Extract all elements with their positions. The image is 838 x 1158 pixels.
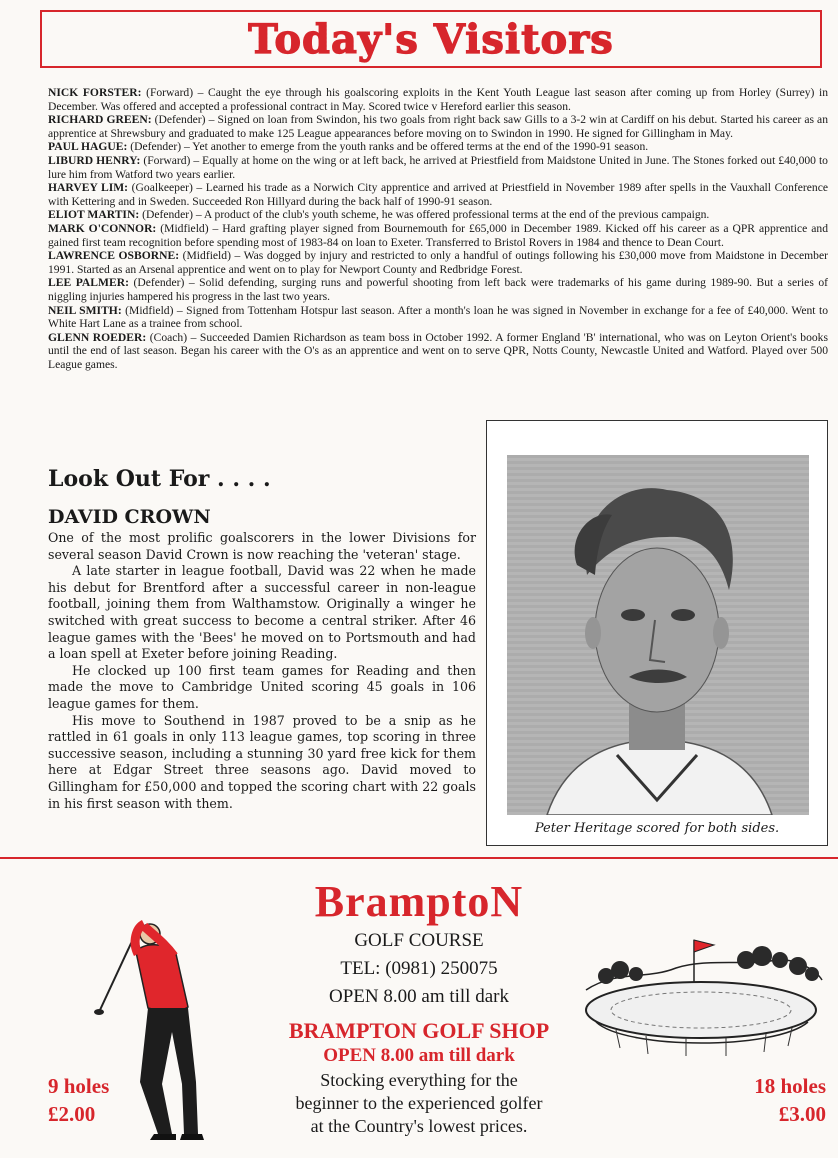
bio-name: MARK O'CONNOR:: [48, 221, 157, 235]
bio-name: RICHARD GREEN:: [48, 113, 152, 127]
section-divider: [0, 857, 838, 859]
bio-name: ELIOT MARTIN:: [48, 208, 140, 222]
article-paragraph: A late starter in league football, David was 22 when he made his debut for Brentford after a successful career in non-league football, joining them from Walthamstow. Originally a winger he switched with great success to become a central striker. After 46 league games with the 'Bees' he moved on to Portsmouth and had a loan spell at Exeter before joining Reading.: [48, 563, 476, 662]
bio-name: LEE PALMER:: [48, 276, 129, 290]
bio-name: NICK FORSTER:: [48, 86, 142, 99]
bio-text: (Defender) – A product of the club's youth scheme, he was offered professional terms at the end of the previous campaign.: [142, 208, 710, 222]
player-portrait-icon: [507, 455, 809, 815]
ad-brand-name: BramptoN: [314, 877, 524, 926]
bio-entry: [48, 208, 828, 222]
article-paragraph: His move to Southend in 1987 proved to be a snip as he rattled in 61 goals in only 113 league games, top scoring in three successive season, including a stunning 30 yard free kick for them here at Edgar Street three seasons ago. David moved to Gillingham for £50,000 and topped the scoring chart with 22 goals in his first season with them.: [48, 712, 476, 811]
bio-name: HARVEY LIM:: [48, 181, 129, 195]
article-paragraph: One of the most prolific goalscorers in the lower Divisions for several season David Crown is now reaching the 'veteran' stage.: [48, 530, 476, 562]
bio-name: LAWRENCE OSBORNE:: [48, 249, 180, 263]
photo-caption: Peter Heritage scored for both sides.: [534, 821, 780, 836]
visitor-bios: [48, 86, 828, 371]
page-title: Today's Visitors: [248, 15, 614, 63]
bio-text: (Forward) – Equally at home on the wing or at left back, he arrived at Priestfield from Maidstone United in June. The Stones forked out £40,000 to lure him from Watford two years earlier.: [48, 153, 828, 181]
ad-subtitle: GOLF COURSE: [354, 930, 484, 951]
price-label: 9 holes: [48, 1074, 110, 1098]
bio-name: LIBURD HENRY:: [48, 153, 141, 167]
ad-phone: TEL: (0981) 250075: [340, 958, 498, 979]
bio-text: (Forward) – Caught the eye through his goalscoring exploits in the Kent Youth League last season after coming up from Horley (Surrey) in December. Was offered and accepted a professional contract in May. Scored twice v Hereford earlier this season.: [48, 86, 828, 113]
ad-description-line: Stocking everything for the: [320, 1070, 518, 1090]
ad-description-line: beginner to the experienced golfer: [295, 1093, 543, 1113]
bio-text: (Defender) – Solid defending, surging runs and powerful shooting from left back were trademarks of his game during 1989-90. But a series of niggling injuries hampered his progress in the last two years.: [48, 276, 828, 303]
golfer-illustration-icon: [92, 912, 222, 1142]
price-label: 18 holes: [754, 1074, 826, 1098]
featured-player-article: [48, 530, 476, 812]
player-photo: [507, 455, 809, 815]
ad-shop-hours: OPEN 8.00 am till dark: [323, 1045, 515, 1066]
price-value: £3.00: [778, 1102, 826, 1126]
featured-player-name: DAVID CROWN: [48, 506, 211, 528]
bio-text: (Defender) – Yet another to emerge from the youth ranks and be offered terms at the end of the 1990-91 season.: [130, 140, 649, 154]
bio-entry: [48, 331, 828, 372]
bio-text: (Midfield) – Was dogged by injury and restricted to only a handful of outings following his £30,000 move from Maidstone in December 1991. Started as an Arsenal apprentice and went on to play for Newport County and Redbridge Forest.: [48, 249, 828, 276]
price-18-holes: [754, 1072, 826, 1128]
bio-text: (Midfield) – Hard grafting player signed from Bournemouth for £65,000 in December 1989. Kicked off his career as a QPR apprentice and gained first team recognition before spending most of 1983-84 on loan to Exeter. Transferred to Bristol Rovers in 1984 and thence to Dean Court.: [48, 221, 828, 249]
photo-frame: [486, 420, 828, 846]
bio-entry: [48, 222, 828, 249]
bio-text: (Coach) – Succeeded Damien Richardson as team boss in October 1992. A former England 'B' international, who was on Leyton Orient's books until the end of last season. Began his career with the O's as an apprentice and went on to serve QPR, Notts County, Newcastle United and Watford. Played over 500 League games.: [48, 330, 828, 371]
bio-name: NEIL SMITH:: [48, 303, 122, 317]
bio-entry: [48, 276, 828, 303]
bio-entry: [48, 249, 828, 276]
bio-entry: [48, 304, 828, 331]
price-value: £2.00: [48, 1102, 96, 1126]
bio-text: (Midfield) – Signed from Tottenham Hotspur last season. After a month's loan he was signed in November in exchange for a fee of £40,000. Went to White Hart Lane as a trainee from school.: [48, 303, 829, 331]
bio-text: (Defender) – Signed on loan from Swindon, his two goals from right back saw Gills to a 3-2 win at Cardiff on his debut. Started his career as an apprentice at Shrewsbury and graduated to make 125 League appearances before moving on to Swindon in 1990. He signed for Gillingham in May.: [48, 113, 829, 140]
golf-green-illustration-icon: [576, 930, 826, 1060]
bio-entry: [48, 113, 828, 140]
title-banner: [40, 10, 822, 68]
ad-shop-name: BRAMPTON GOLF SHOP: [288, 1018, 550, 1043]
bio-entry: [48, 181, 828, 208]
ad-hours: OPEN 8.00 am till dark: [329, 986, 509, 1007]
article-paragraph: He clocked up 100 first team games for Reading and then made the move to Cambridge United scoring 45 goals in 106 league games for them.: [48, 662, 476, 711]
bio-text: (Goalkeeper) – Learned his trade as a Norwich City apprentice and arrived at Priestfield in November 1989 after spells in the Vauxhall Conference with Kettering and in Sweden. Succeeded Ron Hillyard during the back half of 1990-91 season.: [48, 181, 829, 208]
lookout-heading: Look Out For . . . .: [48, 466, 271, 492]
bio-name: GLENN ROEDER:: [48, 330, 147, 344]
ad-description-line: at the Country's lowest prices.: [310, 1116, 528, 1136]
bio-name: PAUL HAGUE:: [48, 140, 128, 154]
bio-entry: [48, 154, 828, 181]
bio-entry: [48, 140, 828, 154]
bio-entry: [48, 86, 828, 113]
